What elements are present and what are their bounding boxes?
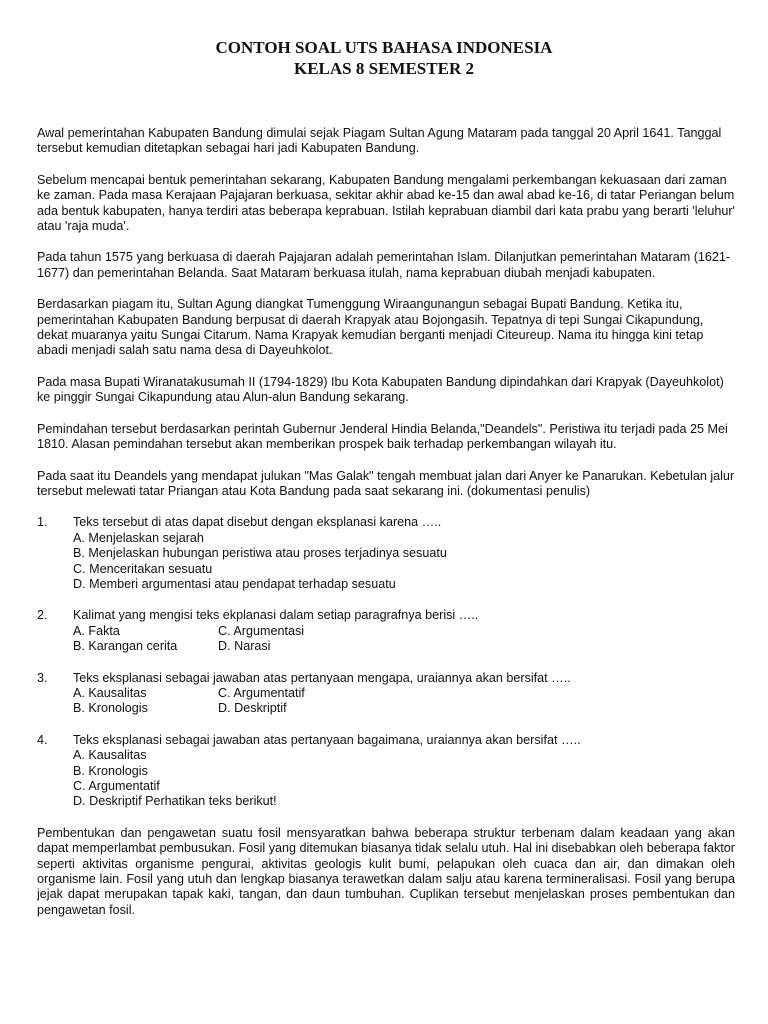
answer-option: B. Menjelaskan hubungan peristiwa atau proses terjadinya sesuatu [73, 546, 447, 561]
title-line-2: KELAS 8 SEMESTER 2 [294, 59, 474, 78]
answer-option: C. Argumentasi [218, 623, 305, 638]
answer-options-grid [73, 624, 735, 655]
question-number: 2. [37, 608, 48, 623]
answer-option: C. Argumentatif [218, 685, 305, 700]
question-3 [37, 671, 735, 717]
answer-option: A. Kausalitas [73, 748, 147, 763]
question-content [73, 515, 735, 592]
question-number: 1. [37, 515, 48, 530]
answer-option: A. Kausalitas [73, 685, 147, 700]
answer-option: C. Menceritakan sesuatu [73, 561, 213, 576]
answer-option: B. Kronologis [73, 763, 148, 778]
answer-option: B. Karangan cerita [73, 639, 178, 654]
question-text: Kalimat yang mengisi teks ekplanasi dalam setiap paragrafnya berisi ….. [73, 608, 479, 623]
closing-paragraph: Pembentukan dan pengawetan suatu fosil mensyaratkan bahwa beberapa struktur terbenam dalam keadaan yang akan dapat memperlambat pembusukan. Fosil yang ditemukan biasanya tidak selalu utuh. Hal ini disebabkan oleh beberapa faktor seperti aktivitas organisme pengurai, aktivitas geologis kulit bumi, pelapukan oleh cuaca dan air, dan dimakan oleh organisme lain. Fosil yang utuh dan lengkap biasanya terawetkan dalam salju atau karena termineralisasi. Fosil yang berupa jejak dapat merupakan tapak kaki, tangan, dan daun tumbuhan. Cuplikan tersebut menjelaskan proses pembentukan dan pengawetan fosil. [37, 825, 735, 917]
paragraph-3: Pada tahun 1575 yang berkuasa di daerah Pajajaran adalah pemerintahan Islam. Dilanjutkan pemerintahan Mataram (1621-1677) dan pemerintahan Belanda. Saat Mataram berkuasa itulah, nama keprabuan diubah menjadi kabupaten. [37, 250, 731, 280]
paragraph-5: Pada masa Bupati Wiranatakusumah II (1794-1829) Ibu Kota Kabupaten Bandung dipindahkan dari Krapyak (Dayeuhkolot) ke pinggir Sungai Cikapundung atau Alun-alun Bandung sekarang. [37, 374, 724, 405]
paragraph-1: Awal pemerintahan Kabupaten Bandung dimulai sejak Piagam Sultan Agung Mataram pada tanggal 20 April 1641. Tanggal tersebut kemudian ditetapkan sebagai hari jadi Kabupaten Bandung. [37, 126, 722, 156]
paragraph-6: Pemindahan tersebut berdasarkan perintah Gubernur Jenderal Hindia Belanda,"Deandels". Peristiwa itu terjadi pada 25 Mei 1810. Alasan pemindahan tersebut akan memberikan prospek baik terhadap perkembangan wilayah itu. [37, 421, 728, 452]
answer-option: B. Kronologis [73, 701, 148, 716]
answer-option: A. Menjelaskan sejarah [73, 530, 204, 545]
question-4 [37, 733, 735, 810]
question-text: Teks eksplanasi sebagai jawaban atas pertanyaan mengapa, uraiannya akan bersifat ….. [73, 670, 571, 685]
title-line-1: CONTOH SOAL UTS BAHASA INDONESIA [215, 38, 553, 57]
paragraph-2: Sebelum mencapai bentuk pemerintahan sekarang, Kabupaten Bandung mengalami perkembangan kekuasaan dari zaman ke zaman. Pada masa Kerajaan Pajajaran berkuasa, sekitar akhir abad ke-15 dan awal abad ke-16, di tatar Periangan belum ada bentuk kabupaten, hanya terdiri atas beberapa keprabuan. Istilah keprabuan diambil dari kata prabu yang berarti 'leluhur' atau 'raja muda'. [37, 172, 735, 234]
paragraph-7: Pada saat itu Deandels yang mendapat julukan "Mas Galak" tengah membuat jalan dari Anyer ke Panarukan. Kebetulan jalur tersebut melewati tatar Priangan atau Kota Bandung pada saat sekarang ini. (dokumentasi penulis) [37, 468, 735, 498]
answer-option: D. Narasi [218, 639, 271, 654]
question-1 [37, 515, 735, 592]
question-text: Teks eksplanasi sebagai jawaban atas pertanyaan bagaimana, uraiannya akan bersifat ….. [73, 732, 581, 747]
answer-option: A. Fakta [73, 623, 120, 638]
document-title [0, 37, 768, 79]
question-number: 4. [37, 732, 48, 747]
answer-option: D. Deskriptif [218, 701, 287, 716]
paragraph-4: Berdasarkan piagam itu, Sultan Agung diangkat Tumenggung Wiraangunangun sebagai Bupati Bandung. Ketika itu, pemerintahan Kabupaten Bandung berpusat di daerah Krapyak atau Bojongasih. Tepatnya di tepi Sungai Cikapundung, dekat muaranya yaitu Sungai Citarum. Nama Krapyak kemudian berganti menjadi Citeureup. Nama itu hingga kini tetap abadi menjadi salah satu nama desa di Dayeuhkolot. [37, 297, 704, 358]
answer-option: D. Memberi argumentasi atau pendapat terhadap sesuatu [73, 576, 396, 591]
question-text: Teks tersebut di atas dapat disebut dengan eksplanasi karena ….. [73, 515, 442, 530]
question-content [73, 608, 735, 654]
question-content [73, 733, 735, 810]
question-content [73, 671, 735, 717]
answer-options-grid [73, 686, 735, 717]
answer-option: D. Deskriptif Perhatikan teks berikut! [73, 794, 277, 809]
document-body [37, 126, 735, 934]
answer-option: C. Argumentatif [73, 779, 160, 793]
question-2 [37, 608, 735, 654]
question-number: 3. [37, 670, 48, 685]
